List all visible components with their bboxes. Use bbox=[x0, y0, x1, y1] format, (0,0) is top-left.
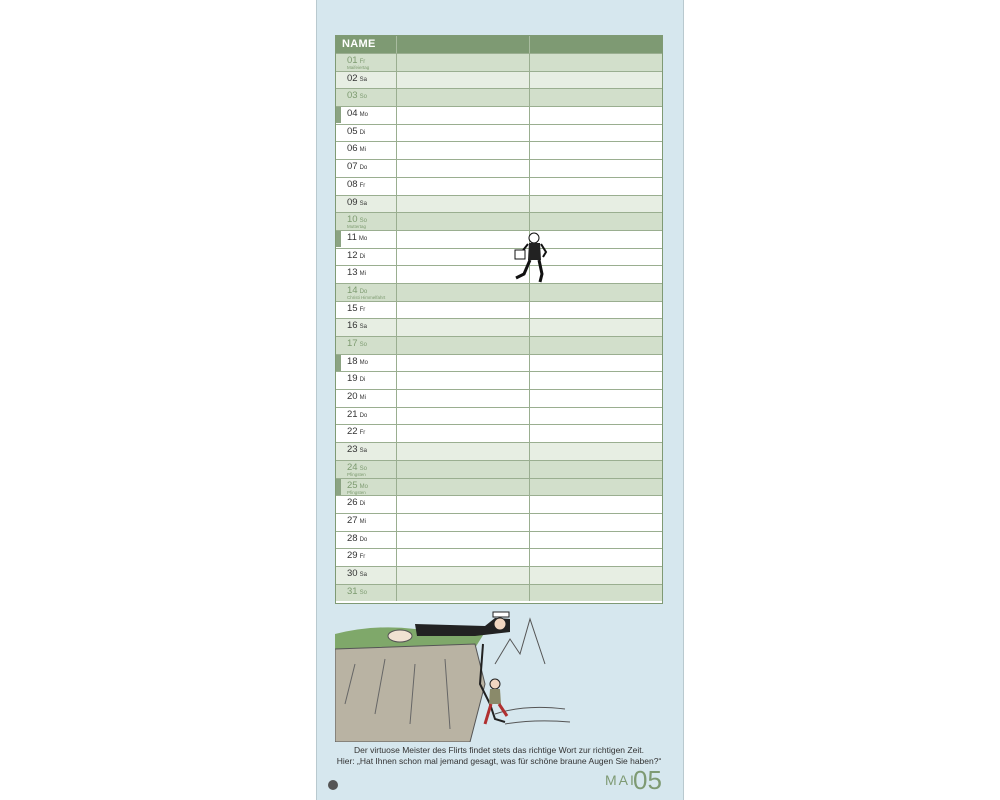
caption bbox=[336, 745, 662, 767]
date-cell bbox=[336, 284, 397, 301]
entry-cell[interactable] bbox=[397, 72, 530, 89]
mountain-illustration bbox=[335, 604, 575, 742]
date-cell bbox=[336, 549, 397, 566]
day-row bbox=[336, 283, 662, 301]
date-label bbox=[347, 391, 366, 402]
entry-cell[interactable] bbox=[397, 125, 530, 142]
day-number: 09 bbox=[347, 196, 358, 208]
day-row bbox=[336, 548, 662, 566]
week-marker bbox=[336, 107, 341, 123]
table-header bbox=[336, 36, 662, 53]
entry-cell[interactable] bbox=[397, 425, 530, 442]
day-number: 19 bbox=[347, 373, 358, 385]
day-row bbox=[336, 53, 662, 71]
weekday-label: Do bbox=[359, 536, 368, 543]
weekday-label: Sa bbox=[359, 324, 367, 331]
date-cell bbox=[336, 249, 397, 266]
date-label bbox=[347, 143, 366, 154]
publisher-logo bbox=[328, 780, 338, 790]
date-cell bbox=[336, 302, 397, 319]
weekday-label: Mi bbox=[359, 395, 366, 402]
month-number: 05 bbox=[633, 765, 662, 795]
date-cell bbox=[336, 443, 397, 460]
weekday-label: Di bbox=[359, 129, 366, 136]
date-cell bbox=[336, 479, 397, 496]
day-number: 30 bbox=[347, 567, 358, 579]
weekday-label: Sa bbox=[359, 448, 367, 455]
day-number: 14 bbox=[347, 284, 358, 296]
caption-line-2: Hier: „Hat Ihnen schon mal jemand gesagt, was für schöne braune Augen Sie haben?“ bbox=[336, 756, 662, 766]
day-number: 01 bbox=[347, 55, 358, 66]
day-number: 02 bbox=[347, 72, 358, 84]
date-label bbox=[347, 373, 365, 384]
day-row bbox=[336, 212, 662, 230]
date-label bbox=[347, 338, 367, 349]
date-cell bbox=[336, 160, 397, 177]
header-column-2[interactable] bbox=[397, 36, 530, 53]
day-row bbox=[336, 442, 662, 460]
day-number: 16 bbox=[347, 320, 358, 332]
holiday-label: Pfingsten bbox=[347, 489, 366, 495]
weekday-label: Fr bbox=[359, 59, 366, 65]
entry-cell[interactable] bbox=[397, 284, 530, 301]
date-label bbox=[347, 232, 367, 243]
weekday-label: Mi bbox=[359, 518, 366, 525]
weekday-label: So bbox=[359, 218, 367, 225]
weekday-label: So bbox=[359, 465, 367, 472]
day-row bbox=[336, 584, 662, 602]
date-label bbox=[347, 550, 365, 561]
day-row bbox=[336, 318, 662, 336]
month-name: MAI bbox=[605, 772, 636, 788]
date-cell bbox=[336, 142, 397, 159]
entry-cell[interactable] bbox=[397, 479, 530, 496]
weekday-label: Do bbox=[359, 288, 368, 295]
date-label bbox=[347, 179, 365, 190]
date-label bbox=[347, 444, 367, 455]
entry-cell[interactable] bbox=[397, 514, 530, 531]
date-label bbox=[347, 267, 366, 278]
day-row bbox=[336, 141, 662, 159]
entry-cell[interactable] bbox=[397, 54, 530, 71]
date-label bbox=[347, 126, 365, 137]
date-label bbox=[347, 320, 367, 331]
weekday-label: Mi bbox=[359, 271, 366, 278]
date-cell bbox=[336, 532, 397, 549]
date-cell bbox=[336, 496, 397, 513]
day-row bbox=[336, 265, 662, 283]
date-cell bbox=[336, 567, 397, 584]
day-row bbox=[336, 301, 662, 319]
day-rows bbox=[336, 53, 662, 601]
date-cell bbox=[336, 337, 397, 354]
date-cell bbox=[336, 355, 397, 372]
entry-cell[interactable] bbox=[397, 585, 530, 602]
entry-cell[interactable] bbox=[397, 549, 530, 566]
date-cell bbox=[336, 319, 397, 336]
day-row bbox=[336, 124, 662, 142]
weekday-label: Sa bbox=[359, 571, 367, 578]
entry-cell[interactable] bbox=[397, 213, 530, 230]
holiday-label: Pfingsten bbox=[347, 471, 366, 477]
date-label bbox=[347, 356, 368, 367]
weekday-label: Mo bbox=[358, 235, 368, 242]
entry-cell[interactable] bbox=[397, 160, 530, 177]
date-label bbox=[347, 515, 366, 526]
weekday-label: Mi bbox=[359, 147, 366, 154]
date-cell bbox=[336, 54, 397, 71]
weekday-label: So bbox=[359, 589, 367, 596]
day-row bbox=[336, 177, 662, 195]
entry-cell[interactable] bbox=[397, 443, 530, 460]
entry-cell[interactable] bbox=[397, 302, 530, 319]
day-number: 23 bbox=[347, 444, 358, 456]
day-number: 24 bbox=[347, 461, 358, 473]
entry-cell[interactable] bbox=[397, 107, 530, 124]
day-number: 04 bbox=[347, 108, 358, 120]
day-number: 27 bbox=[347, 514, 358, 526]
weekday-label: Mo bbox=[359, 359, 368, 366]
climber-illustration bbox=[510, 230, 550, 285]
week-marker bbox=[336, 231, 341, 247]
day-number: 11 bbox=[347, 231, 357, 243]
holiday-label: Muttertag bbox=[347, 224, 367, 230]
date-label bbox=[347, 426, 365, 437]
day-row bbox=[336, 88, 662, 106]
name-label: NAME bbox=[342, 38, 376, 50]
day-row bbox=[336, 407, 662, 425]
day-row bbox=[336, 230, 662, 248]
entry-cell[interactable] bbox=[397, 89, 530, 106]
day-number: 21 bbox=[347, 408, 358, 420]
weekday-label: Di bbox=[359, 501, 366, 508]
week-marker bbox=[336, 355, 341, 371]
date-cell bbox=[336, 372, 397, 389]
weekday-label: Sa bbox=[359, 200, 367, 207]
weekday-label: Fr bbox=[359, 554, 366, 561]
date-label bbox=[347, 586, 367, 597]
day-row bbox=[336, 195, 662, 213]
day-number: 18 bbox=[347, 355, 358, 367]
day-number: 25 bbox=[347, 479, 358, 491]
day-row bbox=[336, 106, 662, 124]
date-cell bbox=[336, 390, 397, 407]
day-row bbox=[336, 478, 662, 496]
date-label bbox=[347, 73, 367, 84]
day-row bbox=[336, 389, 662, 407]
date-cell bbox=[336, 178, 397, 195]
weekday-label: Di bbox=[359, 253, 366, 260]
entry-cell[interactable] bbox=[397, 408, 530, 425]
date-cell bbox=[336, 231, 397, 248]
week-marker bbox=[336, 479, 341, 495]
date-cell bbox=[336, 213, 397, 230]
day-row bbox=[336, 371, 662, 389]
day-row bbox=[336, 248, 662, 266]
day-row bbox=[336, 159, 662, 177]
date-label bbox=[347, 303, 365, 314]
entry-cell[interactable] bbox=[397, 372, 530, 389]
day-number: 06 bbox=[347, 143, 358, 155]
weekday-label: Mo bbox=[359, 483, 368, 490]
date-label bbox=[347, 409, 367, 420]
day-row bbox=[336, 566, 662, 584]
entry-cell[interactable] bbox=[397, 337, 530, 354]
date-label bbox=[347, 161, 367, 172]
day-number: 20 bbox=[347, 391, 358, 403]
day-number: 29 bbox=[347, 550, 358, 562]
date-cell bbox=[336, 585, 397, 602]
date-cell bbox=[336, 107, 397, 124]
entry-cell[interactable] bbox=[397, 532, 530, 549]
date-label bbox=[347, 250, 365, 261]
date-cell bbox=[336, 408, 397, 425]
date-label bbox=[347, 497, 365, 508]
day-number: 12 bbox=[347, 249, 358, 261]
day-number: 10 bbox=[347, 214, 358, 226]
date-cell bbox=[336, 514, 397, 531]
weekday-label: Di bbox=[359, 377, 366, 384]
caption-line-1: Der virtuose Meister des Flirts findet stets das richtige Wort zur richtigen Zeit. bbox=[354, 745, 644, 755]
date-cell bbox=[336, 461, 397, 478]
date-cell bbox=[336, 425, 397, 442]
date-cell bbox=[336, 266, 397, 283]
date-cell bbox=[336, 125, 397, 142]
family-planner-table bbox=[335, 35, 663, 604]
day-row bbox=[336, 460, 662, 478]
day-number: 22 bbox=[347, 426, 358, 438]
day-number: 15 bbox=[347, 302, 358, 314]
day-row bbox=[336, 354, 662, 372]
entry-cell[interactable] bbox=[397, 461, 530, 478]
date-cell bbox=[336, 89, 397, 106]
day-number: 28 bbox=[347, 532, 358, 544]
weekday-label: Fr bbox=[359, 306, 366, 313]
entry-cell[interactable] bbox=[397, 196, 530, 213]
day-row bbox=[336, 71, 662, 89]
day-number: 03 bbox=[347, 90, 358, 102]
date-label bbox=[347, 90, 367, 101]
day-number: 05 bbox=[347, 125, 358, 137]
day-number: 31 bbox=[347, 585, 358, 597]
date-cell bbox=[336, 72, 397, 89]
entry-cell[interactable] bbox=[397, 355, 530, 372]
date-cell bbox=[336, 196, 397, 213]
entry-cell[interactable] bbox=[397, 390, 530, 407]
holiday-label: Maifeiertag bbox=[347, 65, 370, 70]
date-label bbox=[347, 197, 367, 208]
weekday-label: Fr bbox=[359, 182, 366, 189]
weekday-label: So bbox=[359, 94, 367, 101]
entry-cell[interactable] bbox=[397, 142, 530, 159]
date-label bbox=[347, 108, 368, 119]
entry-cell[interactable] bbox=[397, 496, 530, 513]
date-label bbox=[347, 533, 367, 544]
day-row bbox=[336, 495, 662, 513]
weekday-label: Do bbox=[359, 165, 368, 172]
weekday-label: Do bbox=[359, 412, 368, 419]
day-row bbox=[336, 424, 662, 442]
entry-cell[interactable] bbox=[397, 319, 530, 336]
date-label bbox=[347, 568, 367, 579]
day-row bbox=[336, 336, 662, 354]
day-number: 13 bbox=[347, 267, 358, 279]
day-number: 26 bbox=[347, 497, 358, 509]
day-number: 17 bbox=[347, 338, 358, 349]
day-row bbox=[336, 513, 662, 531]
weekday-label: So bbox=[359, 342, 367, 348]
header-date-column bbox=[336, 36, 397, 53]
weekday-label: Fr bbox=[359, 430, 366, 437]
entry-cell[interactable] bbox=[397, 178, 530, 195]
holiday-label: Christi Himmelfahrt bbox=[347, 294, 386, 300]
entry-cell[interactable] bbox=[397, 567, 530, 584]
weekday-label: Mo bbox=[359, 112, 368, 119]
day-row bbox=[336, 531, 662, 549]
day-number: 07 bbox=[347, 161, 358, 173]
day-number: 08 bbox=[347, 178, 358, 190]
weekday-label: Sa bbox=[359, 76, 367, 83]
